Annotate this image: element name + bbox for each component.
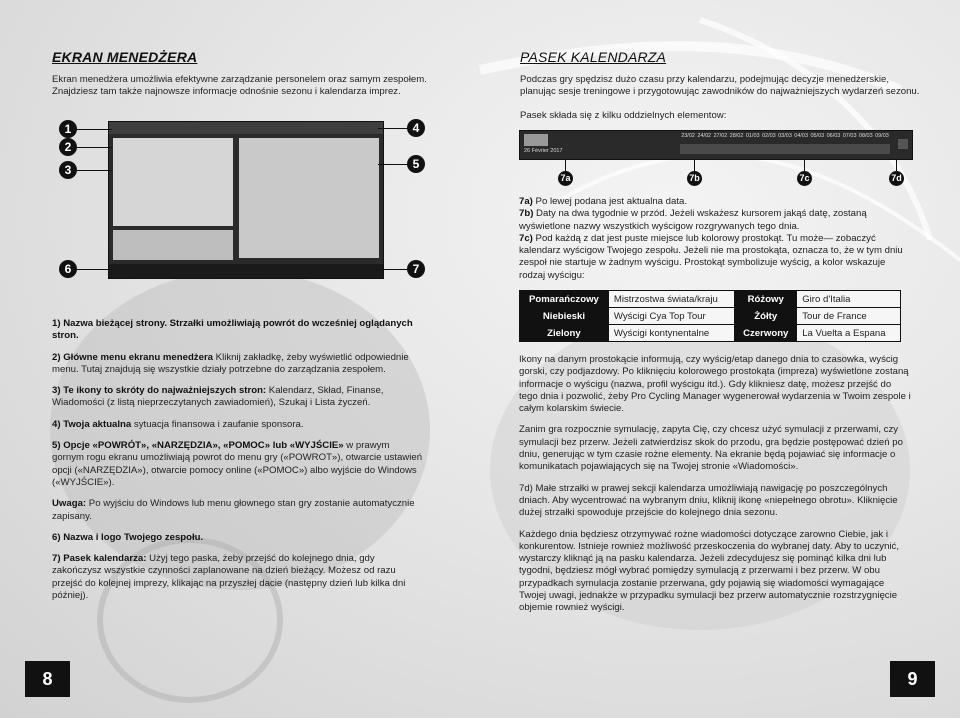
right-intro2: Pasek składa się z kilku oddzielnych elementow: xyxy=(520,110,727,121)
leader-line xyxy=(77,170,112,171)
calendar-day: 07/03 xyxy=(842,133,857,139)
item-2: 2) Główne menu ekranu menedżera Kliknij zakładkę, żeby wyświetlić odpowiednie menu. Tutaj znajdują się wszystkie działy potrzebne do zarządzania zespołem. xyxy=(52,351,409,375)
legend-row: Zielony Wyścigi kontynentalne Czerwony La Vuelta a Espana xyxy=(520,325,901,342)
leader-line xyxy=(896,159,897,171)
right-paragraph: Zanim gra rozpocznie symulację, zapyta Cię, czy chcesz użyć symulacji z przerwami, czy symulacji bez przerw. Jeżeli zatwierdzisz skok do przodu, gra będzie postępować dzień po dniu, generując w tym czasie rożne elementy. Na ekranie będą pojawiać się informacje o komunikatach pojawiających się na Twojej stronie «Wiadomości». xyxy=(519,424,903,473)
callout-7: 7 xyxy=(407,260,425,278)
calendar-day: 08/03 xyxy=(858,133,873,139)
leader-line xyxy=(694,159,695,171)
calendar-day: 06/03 xyxy=(826,133,841,139)
callout-7c: 7c xyxy=(797,171,812,186)
calendar-day: 27/02 xyxy=(713,133,728,139)
item-1: 1) Nazwa bieżącej strony. Strzałki umożliwiają powrót do wcześniej oglądanych stron. xyxy=(52,318,413,342)
callout-7d: 7d xyxy=(889,171,904,186)
calendar-day: 01/03 xyxy=(745,133,760,139)
left-items xyxy=(52,318,424,611)
desc-7c: 7c) Pod każdą z dat jest puste miejsce lub kolorowy prostokąt. Tu może― zobaczyć kalendarz wyścigow Twojego zespołu. Jeżeli nie ma prostokąta, oznacza to, że w tym dniu zespoł nie startuje w żadnym wyścigu. Prostokąt symbolizuje wyścig, a kolor wskazuje rodzaj wyścigu: xyxy=(519,232,903,281)
right-title: PASEK KALENDARZA xyxy=(520,49,667,65)
calendar-day: 24/02 xyxy=(697,133,712,139)
item-6: 6) Nazwa i logo Twojego zespołu. xyxy=(52,531,204,543)
page-number-right: 9 xyxy=(890,661,935,697)
desc-7b: 7b) Daty na dwa tygodnie w przód. Jeżeli wskażesz kursorem jakąś datę, zostaną wyświetlone nazwy wszystkich wyścigow rozgrywanych tego dnia. xyxy=(519,208,867,232)
leader-line xyxy=(804,159,805,171)
right-body xyxy=(519,354,911,615)
item-4: 4) Twoja aktualna sytuacja finansowa i zaufanie sponsora. xyxy=(52,418,304,430)
callout-3: 3 xyxy=(59,161,77,179)
callout-7b: 7b xyxy=(687,171,702,186)
callout-4: 4 xyxy=(407,119,425,137)
page-number-left: 8 xyxy=(25,661,70,697)
calendar-current-date: 26 Février 2017 xyxy=(524,148,563,154)
callout-1: 1 xyxy=(59,120,77,138)
leader-line xyxy=(378,128,407,129)
leader-line xyxy=(565,159,566,171)
calendar-day: 28/02 xyxy=(729,133,744,139)
leader-line xyxy=(378,269,407,270)
leader-line xyxy=(378,164,407,165)
right-paragraph: Każdego dnia będziesz otrzymywać rożne wiadomości dotyczące zarowno Ciebie, jak i konkurentow. Istnieje rownież możliwość przeskoczenia do wybranej daty. Aby to uczynić, wystarczy kliknąć ją na pasku kalendarza. Jeżeli zdecydujesz się pominąć kilka dni lub tygodni, będziesz mógł wybrać pomiędzy symulacją z przerwami i bez przerw. W obu przypadkach symulacja zostanie przerwana, gdy pojawią się wiadomości wymagające Twojej uwagi, jednakże w przypadku symulacji bez przerw automatycznie rozstrzygnięcie objemie rownież wyścigi. xyxy=(519,528,900,614)
calendar-day: 09/03 xyxy=(875,133,889,139)
right-paragraph: Ikony na danym prostokącie informują, czy wyścig/etap danego dnia to czasowka, wyścig gorski, czy podjazdowy. Po kliknięciu kolorowego prostokąta (impreza) wyświetlone zostaną informacje o wyścigu (nazwa, profil wyścigu itd.). Gdy klikniesz datę, możesz przejść do tego dnia i pozwolić, żeby Pro Cycling Manager wygenerował wydarzenia w Twoim zespole i całym kolarskim świecie. xyxy=(519,354,911,415)
item-5: 5) Opcje «POWRÓT», «NARZĘDZIA», «POMOC» lub «WYJŚCIE» w prawym gornym rogu ekranu umożliwiają powrot do menu gry («POWROT»), otwarcie ustawień opcji («NARZĘDZIA»), otwarcie pomocy online («POMOC») albo wyjście do Windows («WYJŚCIE»). xyxy=(52,440,423,488)
left-intro: Ekran menedżera umożliwia efektywne zarządzanie personelem oraz samym zespołem. Znajdziesz tam także najnowsze informacje odnośnie sezonu i kalendarza imprez. xyxy=(52,74,427,98)
legend-row: Niebieski Wyścigi Cya Top Tour Żółty Tour de France xyxy=(520,308,901,325)
legend-row: Pomarańczowy Mistrzostwa świata/kraju Różowy Giro d'Italia xyxy=(520,291,901,308)
calendar-day: 23/02 xyxy=(681,133,695,139)
calendar-day: 05/03 xyxy=(810,133,825,139)
leader-line xyxy=(77,147,112,148)
leader-line xyxy=(77,129,112,130)
team-logo xyxy=(524,134,548,146)
item-7: 7) Pasek kalendarza: Użyj tego paska, żeby przejść do kolejnego dnia, gdy zakończysz wszystkie czynności zaplanowane na dzień bieżący. Możesz od razu przejść do kolejnej imprezy, klikając na przyszłej dacie (następny dzień lub kilka dni później). xyxy=(52,553,406,602)
calendar-descriptions xyxy=(519,196,911,282)
calendar-day: 02/03 xyxy=(761,133,776,139)
right-paragraph: 7d) Małe strzałki w prawej sekcji kalendarza umożliwiają nawigację po poszczególnych dniach. Aby wycentrować na wybranym dniu, kliknij ikonę «niepełnego obrotu». Kliknięcie dużej strzałki spowoduje przejście do kolejnego dnia sezonu. xyxy=(519,482,898,519)
right-intro: Podczas gry spędzisz dużo czasu przy kalendarzu, podejmując decyzje menedżerskie, planując sesje treningowe i przygotowując zawodników do najważniejszych wydarzeń sezonu. xyxy=(520,74,920,98)
item-note: Uwaga: Po wyjściu do Windows lub menu głownego stan gry zostanie automatycznie zapisany. xyxy=(52,498,415,522)
item-3: 3) Te ikony to skróty do najważniejszych stron: Kalendarz, Skład, Finanse, Wiadomości (z listą nieprzeczytanych zawiadomień), Szukaj i Lista życzeń. xyxy=(52,385,384,409)
calendar-bar-image xyxy=(519,130,913,160)
calendar-race-strip xyxy=(680,144,890,154)
callout-5: 5 xyxy=(407,155,425,173)
next-day-arrow-icon xyxy=(898,139,908,149)
callout-6: 6 xyxy=(59,260,77,278)
leader-line xyxy=(77,269,112,270)
callout-7a: 7a xyxy=(558,171,573,186)
calendar-days xyxy=(680,133,890,143)
manager-screenshot xyxy=(108,121,384,279)
desc-7a: 7a) Po lewej podana jest aktualna data. xyxy=(519,196,688,207)
left-title: EKRAN MENEDŻERA xyxy=(52,49,198,65)
callout-2: 2 xyxy=(59,138,77,156)
race-color-legend xyxy=(519,290,901,342)
calendar-day: 03/03 xyxy=(778,133,792,139)
calendar-day: 04/03 xyxy=(794,133,809,139)
